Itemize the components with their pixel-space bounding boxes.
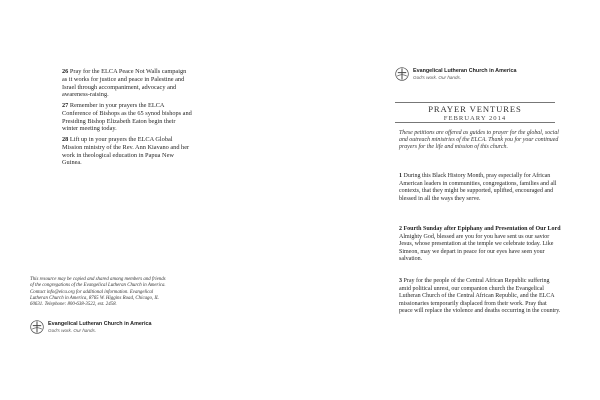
copy-notice: This resource may be copied and shared among members and friends of the congregations of the Evangelical Lutheran Church in America. Contact info@elca.org for additional information. Evangelical Lutheran Church in America, 8765 W. Higgins Road, Chicago, IL 60631. Telephone: 800-638-3522, ext. 2458.: [30, 277, 166, 308]
org-tagline: God's work. Our hands.: [48, 328, 97, 333]
entry-text: Pray for the ELCA Peace Not Walls campaign as it works for justice and peace in Palestine and Israel through accompaniment, advocacy and awareness-raising.: [62, 68, 187, 99]
entry-day: 26: [62, 68, 69, 75]
title-rule-bottom: [395, 122, 555, 123]
elca-logo-footer: [30, 320, 151, 334]
panel-left: [0, 0, 200, 400]
entry-text: Remember in your prayers the ELCA Conference of Bishops as the 65 synod bishops and Presiding Bishop Elizabeth Eaton begin their winter meeting today.: [62, 102, 192, 133]
entry-text: During this Black History Month, pray especially for African American leaders in communities, congregations, families and all contexts, that they might be supported, uplifted, encouraged and blessed in all the ways they serve.: [399, 173, 557, 202]
prayer-entry-28: [62, 136, 192, 167]
org-tagline: God's work. Our hands.: [413, 75, 462, 80]
org-name: Evangelical Lutheran Church in America: [413, 68, 517, 74]
title-rule-top: [395, 102, 555, 103]
elca-cross-icon: [30, 320, 44, 334]
prayer-entry-27: [62, 102, 192, 133]
prayer-entry-3: [399, 278, 561, 316]
prayer-entry-2: [399, 226, 561, 264]
title-block: [395, 104, 555, 122]
entry-heading: Fourth Sunday after Epiphany and Presentation of Our Lord: [403, 226, 561, 232]
entry-day: 3: [399, 278, 402, 284]
elca-cross-icon: [395, 67, 409, 81]
page-title: PRAYER VENTURES: [428, 104, 522, 114]
entry-text: Lift up in your prayers the ELCA Global Mission ministry of the Rev. Ann Kiavano and her work in theological education in Papua New Guinea.: [62, 136, 190, 167]
entry-text: Pray for the people of the Central African Republic suffering amid political unrest, our companion church the Evangelical Lutheran Church of the Central African Republic, and the ELCA missionaries temporarily displaced from their work. Pray that peace will replace the violence and deaths occurring in the country.: [399, 278, 561, 314]
entry-day: 27: [62, 102, 69, 109]
page-subtitle: FEBRUARY 2014: [443, 115, 507, 122]
elca-logo-header: [395, 67, 516, 81]
entry-day: 2: [399, 226, 402, 232]
prayer-entry-1: [399, 173, 561, 203]
prayer-entry-26: [62, 68, 192, 99]
intro-text: These petitions are offered as guides to prayer for the global, social and outreach ministries of the ELCA. Thank you for your continued prayers for the life and mission of this church.: [399, 130, 559, 151]
panel-middle: [200, 0, 400, 400]
org-name: Evangelical Lutheran Church in America: [48, 321, 152, 327]
entry-day: 1: [399, 173, 402, 179]
entry-day: 28: [62, 136, 69, 143]
entry-text: Almighty God, blessed are you for you have sent us our savior Jesus, whose presentation at the temple we celebrate today. Like Simeon, may we depart in peace for our eyes have seen your salvation.: [399, 233, 554, 262]
